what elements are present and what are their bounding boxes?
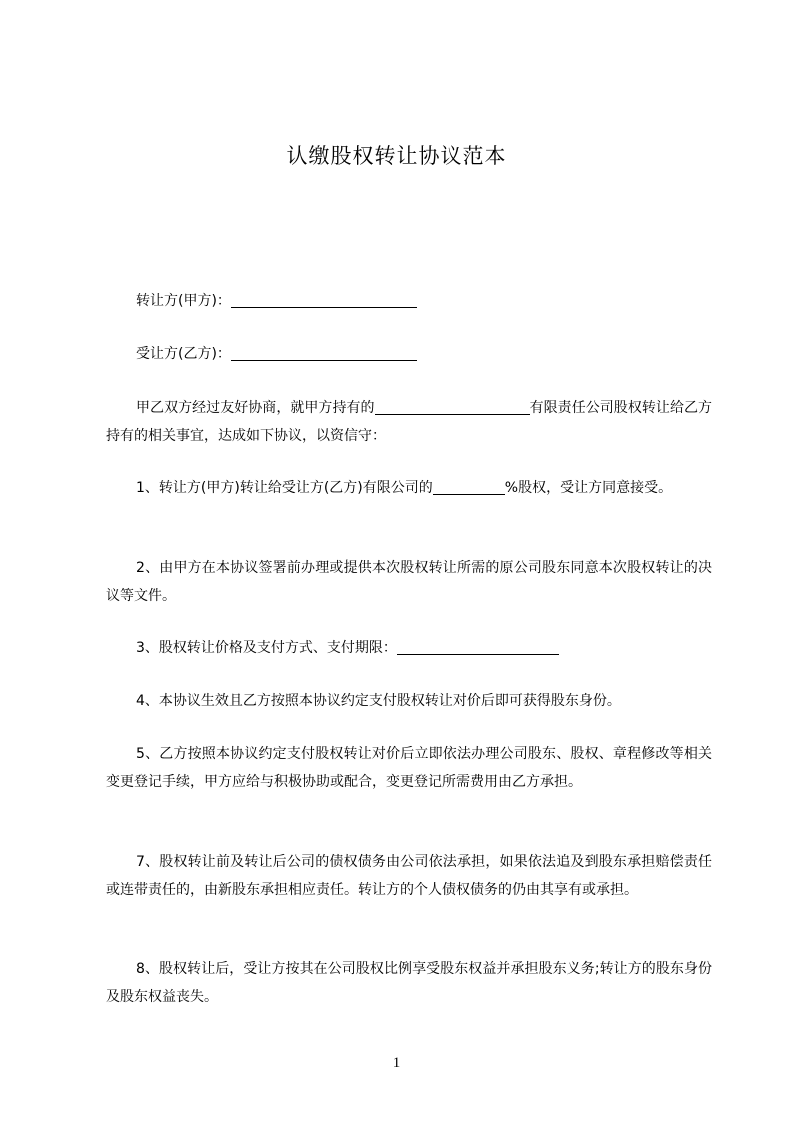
clause-1	[106, 474, 712, 502]
clause-2: 2、由甲方在本协议签署前办理或提供本次股权转让所需的原公司股东同意本次股权转让的决议等文件。	[106, 560, 712, 604]
price-terms-blank	[397, 638, 559, 655]
clause-4: 4、本协议生效且乙方按照本协议约定支付股权转让对价后即可获得股东身份。	[136, 693, 621, 709]
transferor-label: 转让方(甲方)：	[136, 293, 231, 309]
company-name-blank	[375, 398, 530, 415]
clause-3-text: 3、股权转让价格及支付方式、支付期限：	[136, 640, 397, 656]
transferee-line	[136, 340, 742, 368]
intro-text-after: 有限责任公司股权转让给乙方持有的相关事宜，达成如下协议，以资信守：	[106, 400, 713, 444]
clause-3	[136, 634, 742, 662]
transferee-blank	[231, 344, 417, 361]
intro-text-before: 甲乙双方经过友好协商，就甲方持有的	[136, 400, 375, 416]
intro-paragraph	[106, 394, 712, 450]
page-number: 1	[392, 1055, 401, 1071]
transferor-blank	[231, 291, 417, 308]
clause-8: 8、股权转让后，受让方按其在公司股权比例享受股东权益并承担股东义务;转让方的股东身份及股东权益丧失。	[106, 961, 712, 1005]
document-title: 认缴股权转让协议范本	[286, 144, 507, 168]
clause-5: 5、乙方按照本协议约定支付股权转让对价后立即依法办理公司股东、股权、章程修改等相关变更登记手续，甲方应给与积极协助或配合，变更登记所需费用由乙方承担。	[106, 746, 712, 790]
share-percent-blank	[433, 478, 505, 495]
clause-7: 7、股权转让前及转让后公司的债权债务由公司依法承担，如果依法追及到股东承担赔偿责任或连带责任的，由新股东承担相应责任。转让方的个人债权债务的仍由其享有或承担。	[106, 854, 712, 898]
clause-1-text-after: %股权，受让方同意接受。	[504, 480, 673, 496]
transferor-line	[136, 287, 742, 315]
transferee-label: 受让方(乙方)：	[136, 346, 231, 362]
clause-1-text-before: 1、转让方(甲方)转让给受让方(乙方)有限公司的	[136, 480, 433, 496]
